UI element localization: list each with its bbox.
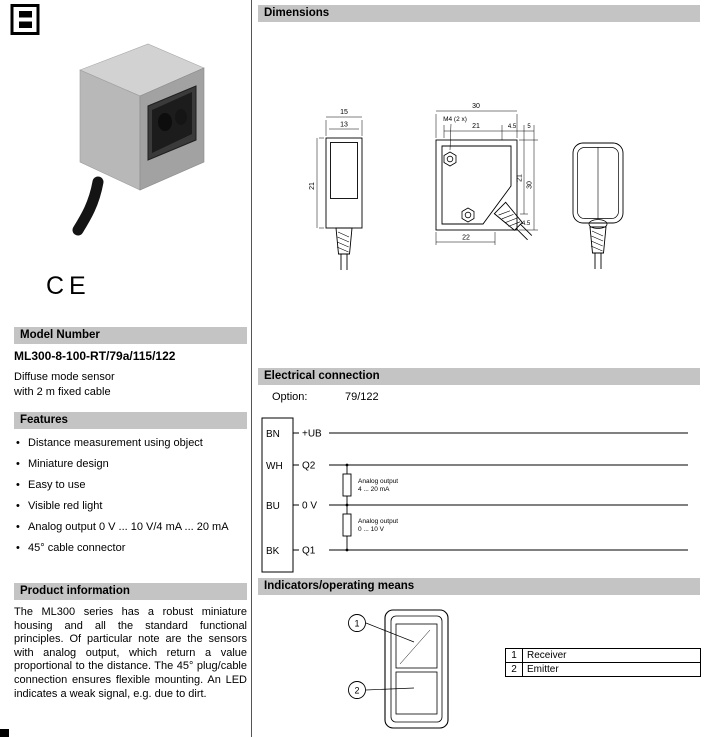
brand-logo-icon — [10, 3, 42, 37]
junction-dot — [346, 549, 349, 552]
pin-label-bk: BK — [266, 546, 280, 557]
section-header-features: Features — [14, 412, 247, 429]
bullet-icon: • — [16, 458, 20, 470]
feature-text: Distance measurement using object — [28, 437, 203, 449]
annotation-upper-line1: Analog output — [358, 478, 399, 485]
bullet-icon: • — [16, 500, 20, 512]
sensor-cable — [78, 182, 98, 230]
dim-front-height: 21 — [309, 182, 316, 190]
wire-lines — [293, 433, 688, 550]
sensor-front-outline — [349, 610, 449, 728]
signal-label-q1: Q1 — [302, 545, 316, 557]
feature-text: Analog output 0 V ... 10 V/4 mA ... 20 mA — [28, 521, 229, 533]
section-header-product-information: Product information — [14, 583, 247, 600]
dim-side-height-inner: 21 — [516, 174, 524, 182]
dim-side-offset-b: 5 — [527, 124, 531, 130]
front-view — [326, 138, 362, 228]
feature-item — [14, 478, 247, 492]
bullet-icon: • — [16, 479, 20, 491]
feature-item — [14, 436, 247, 450]
feature-text: Visible red light — [28, 500, 103, 512]
callout-1: 1 — [354, 618, 360, 629]
brand-logo — [10, 3, 42, 42]
table-row — [506, 663, 701, 677]
feature-text: 45° cable connector — [28, 542, 126, 554]
ce-mark: CE — [46, 272, 91, 300]
option-label: Option: — [272, 391, 308, 403]
dim-side-offset-a: 4.5 — [507, 124, 517, 130]
section-header-model-number: Model Number — [14, 327, 247, 344]
features-list — [14, 436, 247, 562]
product-photo — [52, 22, 222, 237]
resistor-upper — [343, 465, 351, 505]
feature-item — [14, 520, 247, 534]
dimensions-drawing — [258, 28, 700, 363]
section-header-electrical: Electrical connection — [258, 368, 700, 385]
front-cable — [336, 228, 352, 270]
table-row — [506, 649, 701, 663]
dim-side-width-inner: 21 — [472, 123, 480, 130]
product-information-text: The ML300 series has a robust miniature housing and all the standard functional principles. Of particular note are the sensors with analog output, which return a value proportional to the distance. The 45° plug/cable connection ensures flexible mounting. An LED indicates a weak signal, e.g. due to dirt. — [14, 606, 247, 700]
model-number-value: ML300-8-100-RT/79a/115/122 — [14, 349, 176, 363]
legend-label: Receiver — [523, 649, 701, 663]
legend-num: 2 — [506, 663, 523, 677]
legend-num: 1 — [506, 649, 523, 663]
dim-side-screw: M4 (2 x) — [443, 116, 467, 123]
section-header-dimensions: Dimensions — [258, 5, 700, 22]
feature-item — [14, 457, 247, 471]
dim-front-width-outer: 15 — [340, 109, 348, 116]
option-value: 79/122 — [345, 391, 379, 403]
resistor-lower — [343, 505, 351, 550]
legend-label: Emitter — [523, 663, 701, 677]
page-corner-mark — [0, 729, 9, 737]
callout-2: 2 — [354, 685, 360, 696]
signal-label-ub: +UB — [302, 428, 322, 440]
junction-dot — [346, 504, 349, 507]
indicators-drawing — [330, 602, 530, 735]
feature-item — [14, 499, 247, 513]
pin-label-bu: BU — [266, 501, 280, 512]
indicator-legend-table — [505, 648, 701, 677]
column-divider — [251, 0, 252, 737]
front-view-dim-lines — [317, 117, 362, 228]
model-desc-line2: with 2 m fixed cable — [14, 386, 111, 398]
dim-side-offset-c: 4.5 — [521, 221, 531, 227]
annotation-lower-line2: 0 ... 10 V — [358, 526, 385, 533]
pin-label-bn: BN — [266, 429, 280, 440]
bullet-icon: • — [16, 437, 20, 449]
feature-text: Miniature design — [28, 458, 109, 470]
annotation-upper-line2: 4 ... 20 mA — [358, 486, 390, 493]
feature-item — [14, 541, 247, 555]
annotation-lower-line1: Analog output — [358, 518, 399, 525]
rear-view — [573, 143, 623, 229]
dim-front-width-inner: 13 — [340, 121, 348, 129]
electrical-diagram — [258, 408, 700, 576]
model-desc-line1: Diffuse mode sensor — [14, 371, 115, 383]
bullet-icon: • — [16, 521, 20, 533]
pin-label-wh: WH — [266, 461, 283, 472]
bullet-icon: • — [16, 542, 20, 554]
dim-side-height: 30 — [526, 181, 534, 189]
side-view-screws — [444, 152, 474, 222]
section-header-indicators: Indicators/operating means — [258, 578, 700, 595]
feature-text: Easy to use — [28, 479, 86, 491]
junction-dot — [346, 464, 349, 467]
signal-label-q2: Q2 — [302, 460, 316, 472]
rear-cable — [590, 227, 606, 269]
signal-label-0v: 0 V — [302, 500, 318, 512]
dim-side-bottom: 22 — [462, 234, 470, 242]
dim-side-width: 30 — [472, 103, 480, 110]
